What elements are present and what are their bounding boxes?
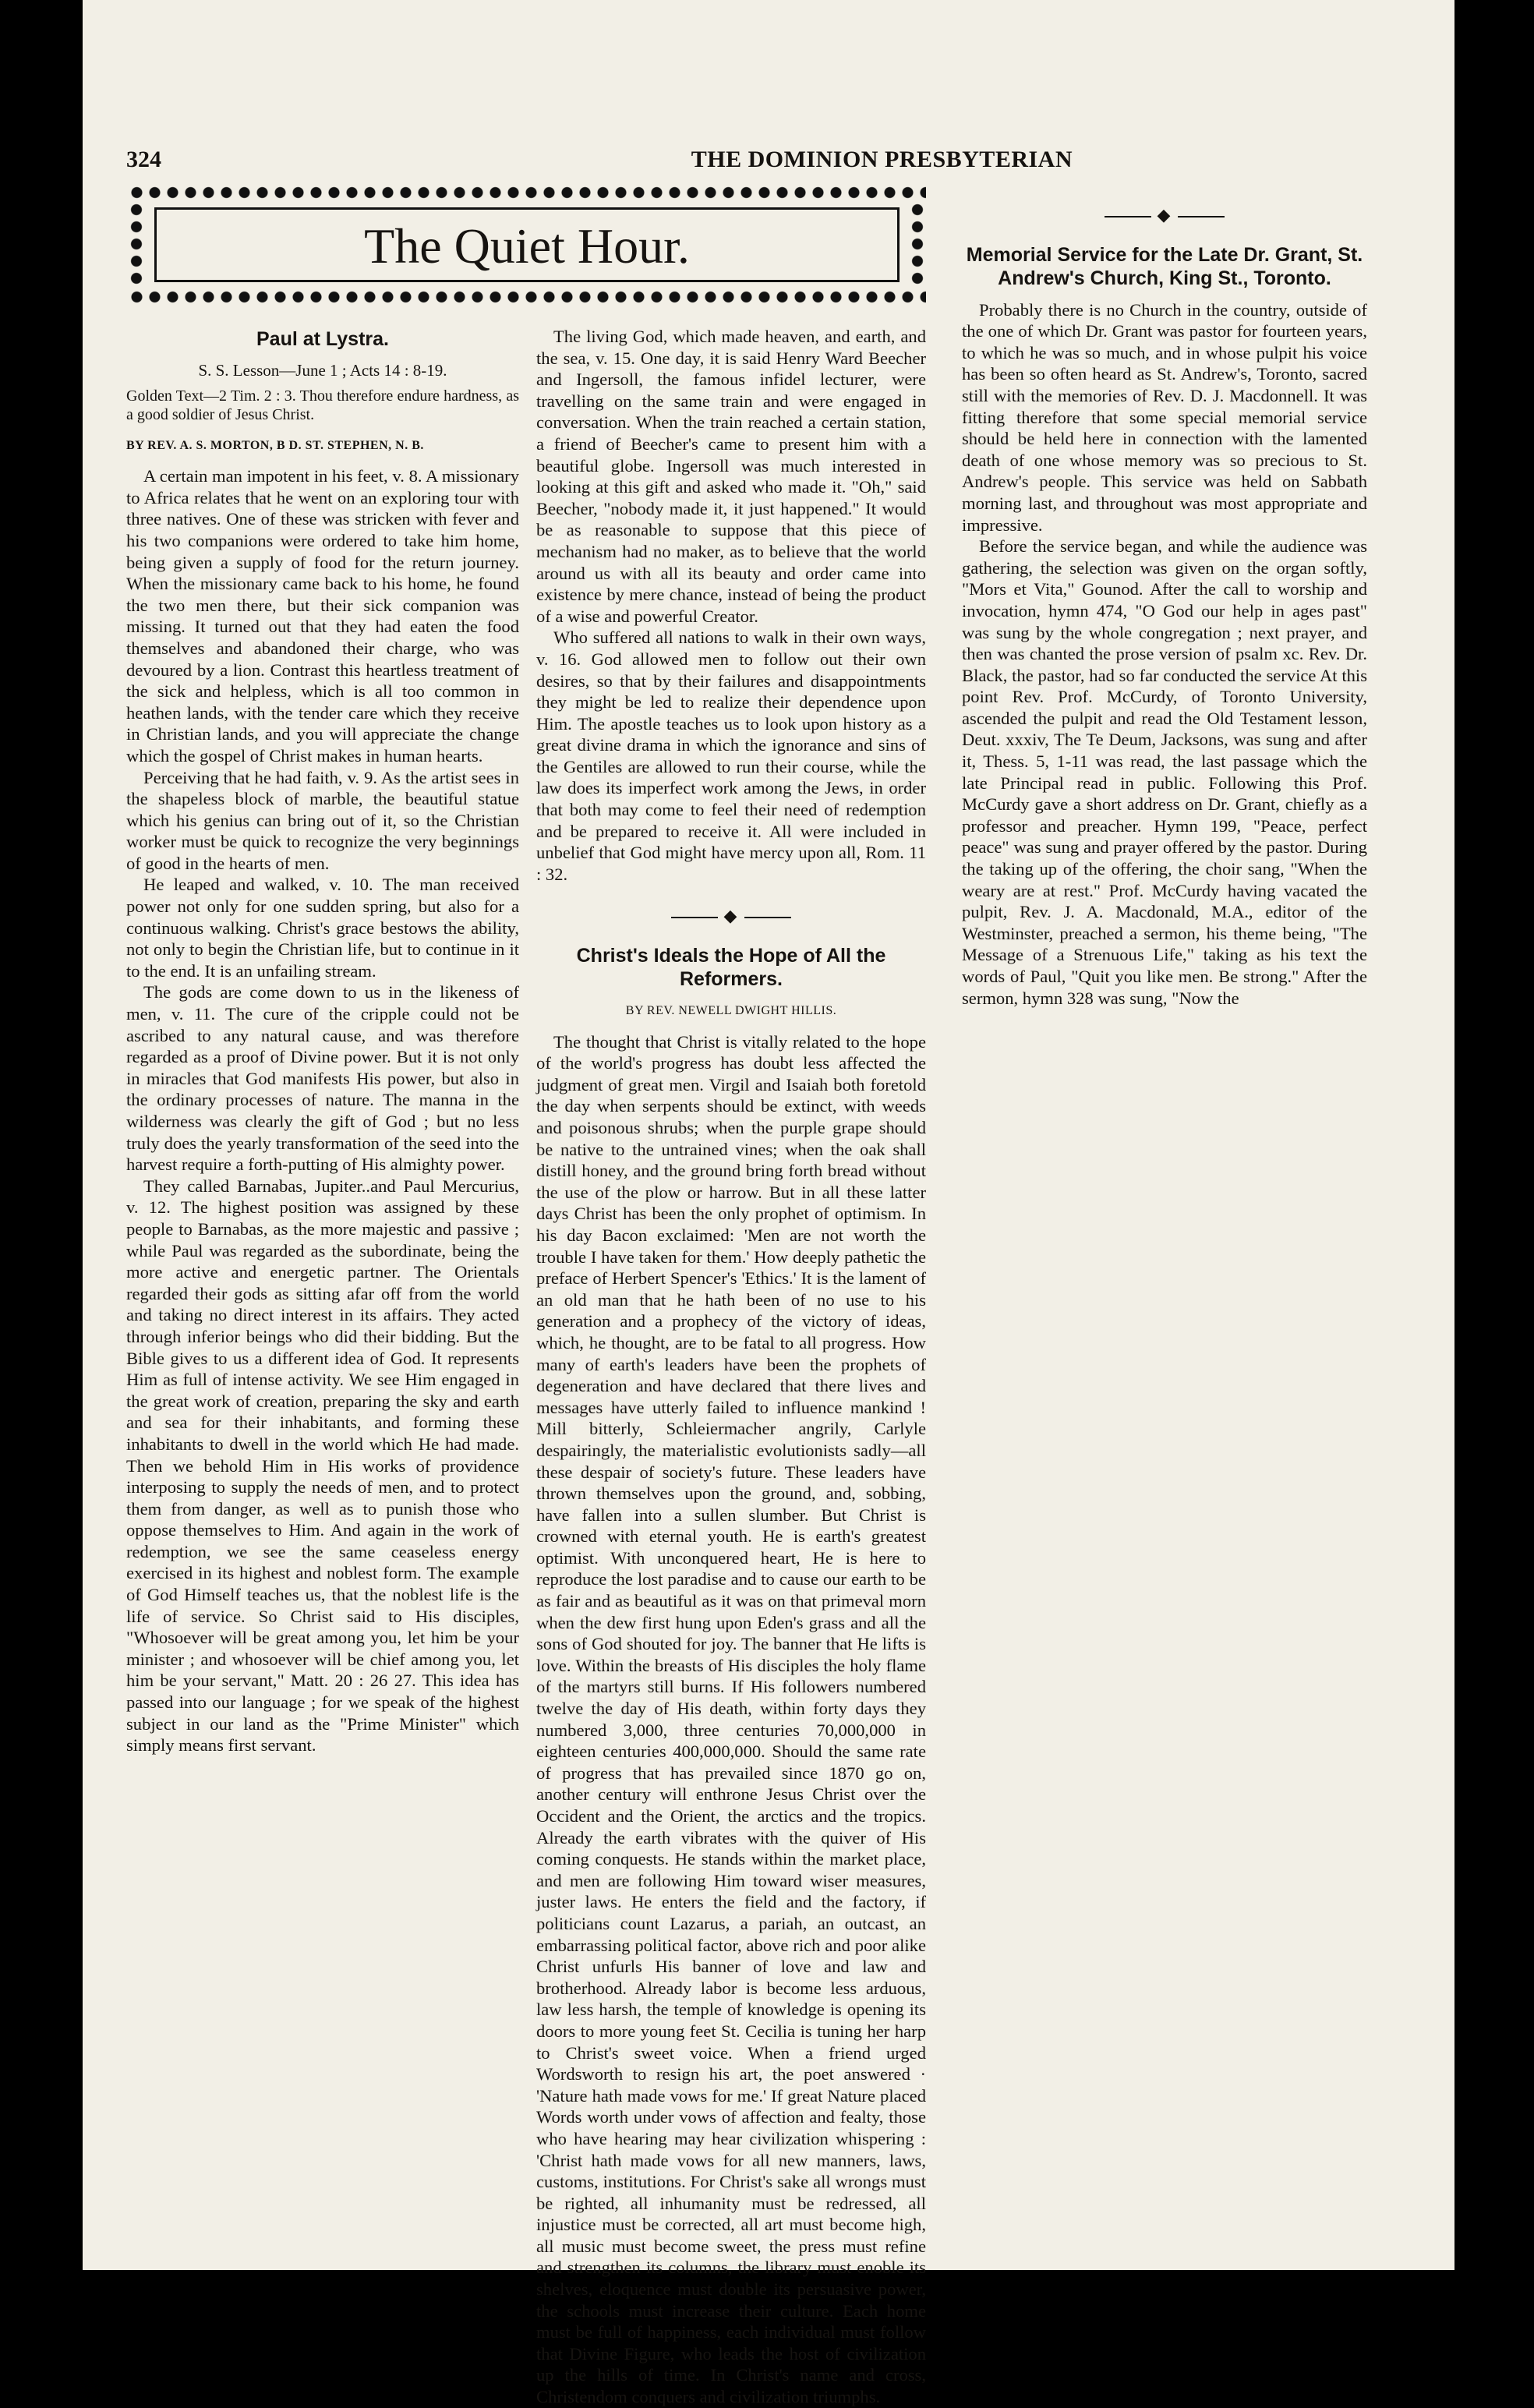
paragraph: He leaped and walked, v. 10. The man received power not only for one sudden spring, but also for a continuous walking. Christ's grace bestows the ability, not only to begin the Christian life, but to continue in it to the end. It is an unfailing stream. — [126, 875, 519, 981]
newspaper-page — [83, 0, 1454, 2407]
paragraph: The living God, which made heaven, and earth, and the sea, v. 15. One day, it is said Henry Ward Beecher and Ingersoll, the famous infidel lecturer, were travelling on the same train and were engaged in conversation. When the train reached a certain station, a friend of Beecher's came to present him with a beautiful globe. Ingersoll was much interested in looking at this gift and asked who made it. "Oh," said Beecher, "nobody made it, it just happened." It would be as reasonable to suppose that this piece of mechanism had no maker, as to believe that the world around us with all its beauty and order came into existence by mere chance, instead of being the product of a wise and powerful Creator. — [536, 327, 926, 626]
paragraph: The gods are come down to us in the likeness of men, v. 11. The cure of the cripple could not be ascribed to any natural cause, and was therefore regarded as a proof of Divine power. But it is not only in miracles that God manifests His power, but also in the ordinary processes of nature. The manna in the wilderness was clearly the gift of God ; but no less truly does the yearly transformation of the seed into the harvest require a forth-putting of His almighty power. — [126, 982, 519, 1175]
section-header-box — [128, 184, 926, 306]
article-byline: BY REV. NEWELL DWIGHT HILLIS. — [625, 1004, 837, 1018]
running-head — [83, 147, 1454, 178]
article-separator: ◆ — [962, 204, 1367, 226]
article-byline: BY REV. A. S. MORTON, B D. ST. STEPHEN, N. B. — [126, 438, 424, 452]
paragraph: Before the service began, and while the audience was gathering, the selection was given on the organ softly, "Mors et Vita," Gounod. After the call to worship and invocation, hymn 474, "O God our help in ages past" was sung by the whole congregation ; next prayer, and then was chanted the prose version of psalm xc. Rev. Dr. Black, the pastor, had so far conducted the service At this point Rev. Prof. McCurdy, of Toronto University, ascended the pulpit and read the Old Testament lesson, Deut. xxxiv, The Te Deum, Jacksons, was sung and after it, Thess. 5, 1-11 was read, the last passage which the late Principal read in public. Following this Prof. McCurdy gave a short address on Dr. Grant, chiefly as a professor and preacher. Hymn 199, "Peace, perfect peace" was sung and prayer offered by the pastor. During the taking up of the offering, the choir sang, "When the weary are at rest." Prof. McCurdy having vacated the pulpit, Rev. J. A. Macdonald, M.A., editor of the Westminster, preached a sermon, his theme being, "The Message of a Strenuous Life," taking as his text the words of Paul, "Quit you like men. Be strong." After the sermon, hymn 328 was sung, "Now the — [962, 536, 1367, 1008]
column-1 — [126, 327, 519, 1756]
article-title-paul-at-lystra: Paul at Lystra. — [256, 328, 389, 350]
journal-title: THE DOMINION PRESBYTERIAN — [691, 147, 1073, 172]
paragraph: Who suffered all nations to walk in their own ways, v. 16. God allowed men to follow out their own desires, so that by their failures and disappointments they might be led to realize their dependence upon Him. The apostle teaches us to look upon history as a great divine drama in which the ignorance and sins of the Gentiles are allowed to run their course, while the law does its imperfect work among the Jews, in order that both may come to feel their need of redemption and be prepared to receive it. All were included in unbelief that God might have mercy upon all, Rom. 11 : 32. — [536, 628, 926, 884]
page-number: 324 — [126, 147, 161, 172]
article-title-christs-ideals: Christ's Ideals the Hope of All the Reformers. — [576, 945, 886, 991]
column-2 — [536, 326, 926, 2408]
article-title-memorial-service: Memorial Service for the Late Dr. Grant, St. Andrew's Church, King St., Toronto. — [966, 243, 1363, 289]
lesson-reference: S. S. Lesson—June 1 ; Acts 14 : 8-19. — [198, 361, 447, 380]
column-3 — [962, 184, 1367, 1009]
paragraph: A certain man impotent in his feet, v. 8. A missionary to Africa relates that he went on an exploring tour with three natives. One of these was stricken with fever and his two companions were ordered to take him home, being given a supply of food for the return journey. When the missionary came back to his home, he found the two men there, but their sick companion was missing. It turned out that they had eaten the food themselves and abandoned their charge, who was devoured by a lion. Contrast this heartless treatment of the sick and helpless, which is all too common in heathen lands, with the tender care which they receive in Christian lands, and you will appreciate the change which the gospel of Christ makes in human hearts. — [126, 466, 519, 766]
paragraph: They called Barnabas, Jupiter..and Paul Mercurius, v. 12. The highest position was assigned by these people to Barnabas, as the more majestic and passive ; while Paul was regarded as the subordinate, being the more active and energetic partner. The Orientals regarded their gods as sitting afar off from the world and taking no direct interest in its affairs. They acted through inferior beings who did their bidding. But the Bible gives to us a different idea of God. It represents Him as full of intense activity. We see Him engaged in the great work of creation, preparing the sky and earth and sea for their inhabitants, and forming these inhabitants to dwell in the world which He had made. Then we behold Him in His works of providence interposing to supply the needs of men, and to protect them from danger, as well as to punish those who oppose themselves to Him. And again in the work of redemption, we see the same ceaseless energy exercised in its highest and noblest form. The example of God Himself teaches us, that the noblest life is the life of service. So Christ said to His disciples, "Whosoever will be great among you, let him be your minister ; and whosoever will be chief among you, let him be your servant," Matt. 20 : 26 27. This idea has passed into our language ; for we speak of the highest subject in our land as the "Prime Minister" which simply means first servant. — [126, 1176, 519, 1756]
paragraph: The thought that Christ is vitally related to the hope of the world's progress has doubt less affected the judgment of great men. Virgil and Isaiah both foretold the day when serpents should be extinct, with weeds and poisonous shrubs; when the purple grape should be native to the untrained vines; when the oak shall distill honey, and the ground bring forth bread without the use of the plow or harrow. But in all these latter days Christ has been the only prophet of optimism. In his day Bacon exclaimed: 'Men are not worth the trouble I have taken for them.' How deeply pathetic the preface of Herbert Spencer's 'Ethics.' It is the lament of an old man that he hath been of no use to his generation and a prophecy of the victory of ideas, which, he thought, are to be fatal to all progress. How many of earth's leaders have been the prophets of degeneration and have declared that there lives and messages have utterly failed to influence mankind ! Mill bitterly, Schleiermacher angrily, Carlyle despairingly, the materialistic evolutionists sadly—all these despair of society's future. These leaders have thrown themselves upon the ground, and, sobbing, have fallen into a sullen slumber. But Christ is crowned with eternal youth. He is earth's greatest optimist. With unconquered heart, He is here to reproduce the lost paradise and to cause our earth to be as fair and as beautiful as it was on that primeval morn when the dew first hung upon Eden's grass and all the sons of God shouted for joy. The banner that He lifts is love. Within the breasts of His disciples the holy flame of the martyrs still burns. If His followers numbered twelve the day of His death, within forty days they numbered 3,000, three centuries 70,000,000 in eighteen centuries 400,000,000. Should the same rate of progress that has prevailed since 1870 go on, another century will enthrone Jesus Christ over the Occident and the Orient, the arctics and the tropics. Already the earth vibrates with the quiver of His coming conquests. He stands within the market place, and men are following Him toward wiser measures, juster laws. He enters the field and the factory, if politicians count Lazarus, a pariah, an outcast, an embarrassing political factor, above rich and poor alike Christ unfurls His banner of love and law and brotherhood. Already labor is become less arduous, law less harsh, the temple of knowledge is opening its doors to more young feet St. Cecilia is tuning her harp to Christ's sweet voice. When a friend urged Wordsworth to resign his art, the poet answered · 'Nature hath made vows for me.' If great Nature placed Words worth under vows of affection and fealty, those who have hearing may hear civilization whispering : 'Christ hath made vows for all new manners, laws, customs, institutions. For Christ's sake all wrongs must be righted, all inhumanity must be redressed, all injustice must be corrected, all art must become high, all music must become sweet, the press must refine and strengthen its columns, the library must enoble its shelves, eloquence must double its persuasive power, the schools must increase their culture. Each home must be full of happiness, each individual must follow that Divine Figure, who leads the host of civilization up the hills of time. In Christ's name and cross, Christendom conquers and civilization triumphs. — [536, 1031, 926, 2407]
dotted-border-bottom — [128, 288, 926, 306]
paragraph: Perceiving that he had faith, v. 9. As the artist sees in the shapeless block of marble, the beautiful statue which his genius can bring out of it, so the Christian worker must be quick to recognize the very beginnings of good in the hearts of men. — [126, 767, 519, 873]
article-separator: ◆ — [536, 905, 926, 927]
paragraph: Probably there is no Church in the country, outside of the one of which Dr. Grant was pastor for fourteen years, to which he was so much, and in whose pulpit his voice has been so often heard as St. Andrew's, Toronto, sacred still with the memories of Rev. D. J. Macdonnell. It was fitting therefore that some special memorial service should be held here in connection with the lamented death of one whose memory was so precious to St. Andrew's people. This service was held on Sabbath morning last, and throughout was most appropriate and impressive. — [962, 299, 1367, 535]
dotted-border-top — [128, 184, 926, 201]
golden-text: Golden Text—2 Tim. 2 : 3. Thou therefore endure hardness, as a good soldier of Jesus Christ. — [126, 387, 519, 423]
section-title: The Quiet Hour. — [364, 218, 690, 274]
